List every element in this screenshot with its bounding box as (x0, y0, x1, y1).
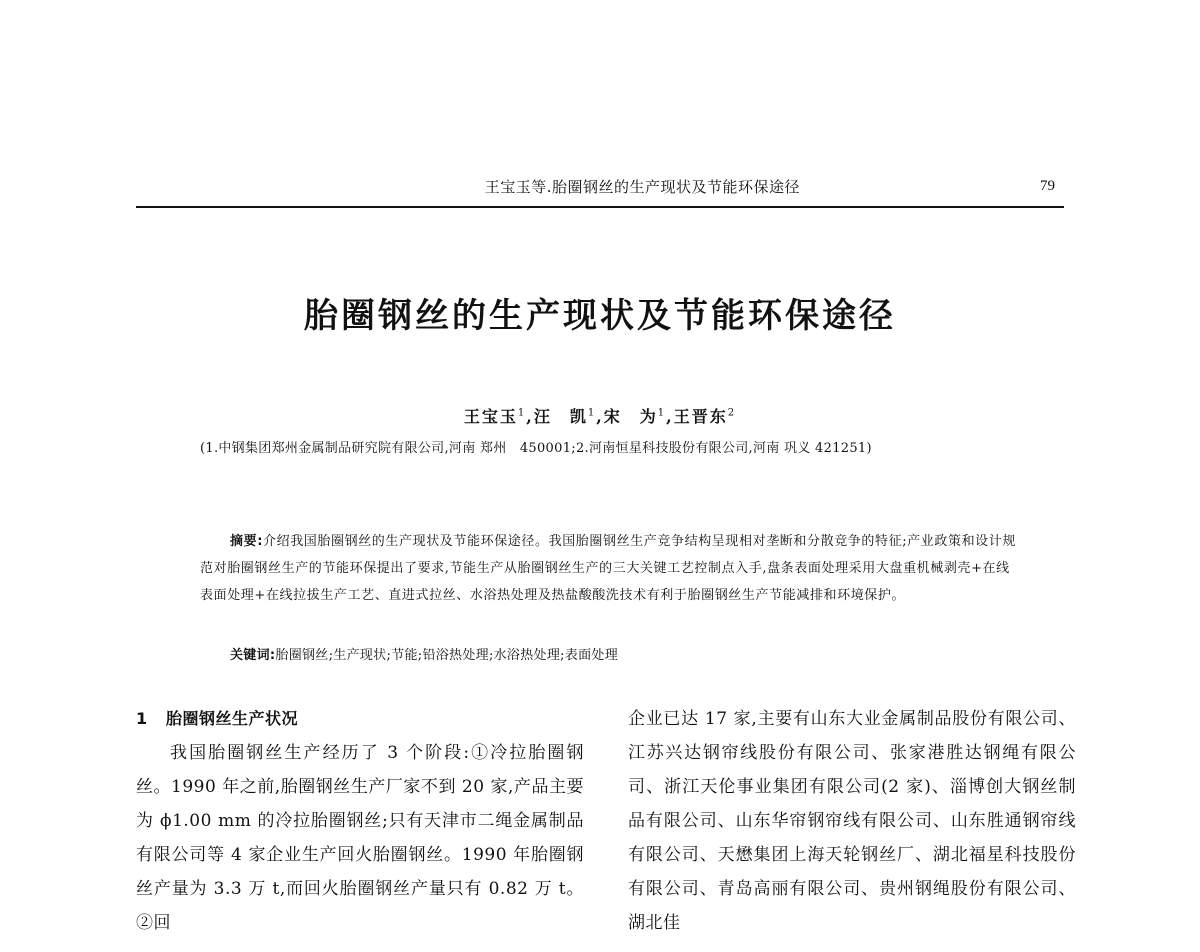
header-rule (136, 206, 1064, 208)
keywords-label: 关键词: (230, 648, 276, 663)
running-head: 王宝玉等.胎圈钢丝的生产现状及节能环保途径 (484, 178, 800, 196)
body-paragraph: 企业已达 17 家,主要有山东大业金属制品股份有限公司、江苏兴达钢帘线股份有限公司、张家港胜达钢绳有限公司、浙江天伦事业集团有限公司(2 家)、淄博创大钢丝制品有限公司、山东华帘钢帘线有限公司、山东胜通钢帘线有限公司、天懋集团上海天轮钢丝厂、湖北福星科技股份有限公司、青岛高丽有限公司、贵州钢绳股份有限公司、湖北佳 (628, 709, 1076, 933)
author-list: 王宝玉$^1$,汪 凯$^1$,宋 为$^1$,王晋东$^2$ (463, 407, 737, 426)
keywords (230, 642, 1010, 669)
body-column-right (628, 702, 1076, 940)
author-affiliation-mark: 1 (517, 407, 527, 419)
body-column-left (136, 702, 584, 940)
affiliation: (1.中钢集团郑州金属制品研究院有限公司,河南 郑州 450001;2.河南恒星科技股份有限公司,河南 巩义 421251) (200, 441, 872, 456)
abstract-label: 摘要: (230, 534, 263, 549)
body-paragraph: 我国胎圈钢丝生产经历了 3 个阶段:①冷拉胎圈钢丝。1990 年之前,胎圈钢丝生产厂家不到 20 家,产品主要为 ϕ1.00 mm 的冷拉胎圈钢丝;只有天津市二绳金属制品有限公司等 4 家企业生产回火胎圈钢丝。1990 年胎圈钢丝产量为 3.3 万 t,而回火胎圈钢丝产量只有 0.82 万 t。②回 (136, 743, 584, 933)
author-name: 汪 凯 (533, 407, 588, 426)
keywords-text: 胎圈钢丝;生产现状;节能;铅浴热处理;水浴热处理;表面处理 (275, 648, 619, 663)
author-affiliation-mark: 2 (727, 407, 737, 419)
section-title: 胎圈钢丝生产状况 (166, 709, 299, 728)
author-affiliation-mark: 1 (657, 407, 667, 419)
page-number: 79 (1040, 178, 1055, 194)
author-name: 王晋东 (673, 407, 728, 426)
author-name: 王宝玉 (463, 407, 518, 426)
section-heading (136, 702, 584, 736)
author-name: 宋 为 (603, 407, 658, 426)
section-number: 1 (136, 709, 148, 728)
abstract-text: 介绍我国胎圈钢丝的生产现状及节能环保途径。我国胎圈钢丝生产竞争结构呈现相对垄断和分散竞争的特征;产业政策和设计规范对胎圈钢丝生产的节能环保提出了要求,节能生产从胎圈钢丝生产的三大关键工艺控制点入手,盘条表面处理采用大盘重机械剥壳+在线表面处理+在线拉拔生产工艺、直进式拉丝、水浴热处理及热盐酸酸洗技术有利于胎圈钢丝生产节能减排和环境保护。 (200, 534, 1016, 603)
abstract (200, 528, 1016, 609)
author-affiliation-mark: 1 (587, 407, 597, 419)
paper-title: 胎圈钢丝的生产现状及节能环保途径 (304, 296, 896, 336)
